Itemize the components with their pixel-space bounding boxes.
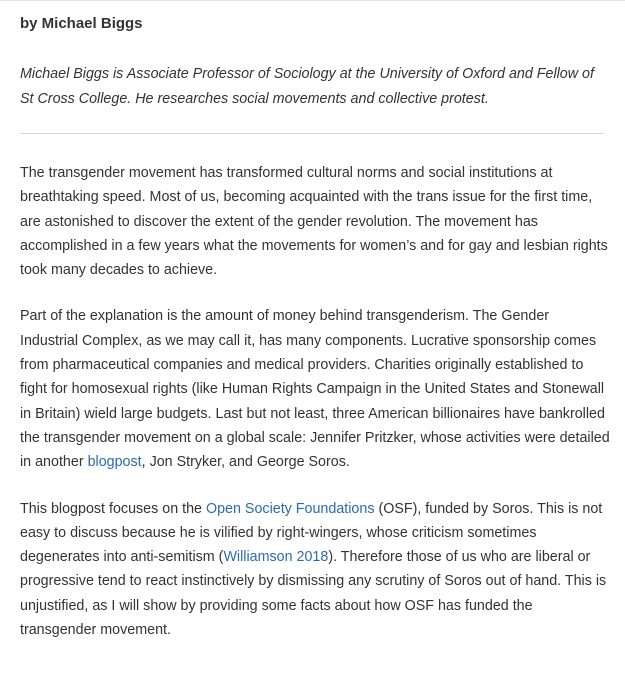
paragraph-osf bbox=[20, 497, 610, 643]
paragraph-intro: The transgender movement has transformed cultural norms and social institutions at breathtaking speed. Most of us, becoming acquainted with the trans issue for the first time, are astonished to discover the extent of the gender revolution. The movement has accomplished in a few years what the movements for women’s and for gay and lesbian rights took many decades to achieve. bbox=[20, 165, 608, 279]
williamson-2018-link[interactable]: Williamson 2018 bbox=[223, 549, 329, 566]
paragraph-osf-text-start: This blogpost focuses on the bbox=[20, 500, 206, 517]
section-divider bbox=[20, 133, 604, 134]
paragraph-osf-text-middle: (OSF), funded by Soros. This is not easy to discuss because he is vilified by right-wingers, whose criticism sometimes degenerates into anti-semitism ( bbox=[20, 500, 603, 566]
author-bio: Michael Biggs is Associate Professor of Sociology at the University of Oxford and Fellow of St Cross College. He researches social movements and collective protest. bbox=[20, 66, 594, 107]
author-byline: by Michael Biggs bbox=[20, 15, 143, 32]
paragraph-funding-text-end: , Jon Stryker, and George Soros. bbox=[141, 454, 350, 471]
paragraph-funding bbox=[20, 304, 610, 474]
top-border bbox=[0, 0, 625, 1]
open-society-foundations-link[interactable]: Open Society Foundations bbox=[205, 500, 375, 517]
blogpost-link[interactable]: blogpost bbox=[87, 454, 142, 471]
paragraph-funding-text-start: Part of the explanation is the amount of money behind transgenderism. The Gender Industrial Complex, as we may call it, has many components. Lucrative sponsorship comes from pharmaceutical companies and medical providers. Charities originally established to fight for homosexual rights (like Human Rights Campaign in the United States and Stonewall in Britain) wield large budgets. Last but not least, three American billionaires have bankrolled the transgender movement on a global scale: Jennifer Pritzker, whose activities were detailed in another bbox=[20, 308, 610, 471]
paragraph-osf-text-end: ). Therefore those of us who are liberal or progressive tend to react instinctively by dismissing any scrutiny of Soros out of hand. This is unjustified, as I will show by providing some facts about how OSF has funded the transgender movement. bbox=[20, 549, 607, 639]
article-body bbox=[20, 12, 610, 642]
